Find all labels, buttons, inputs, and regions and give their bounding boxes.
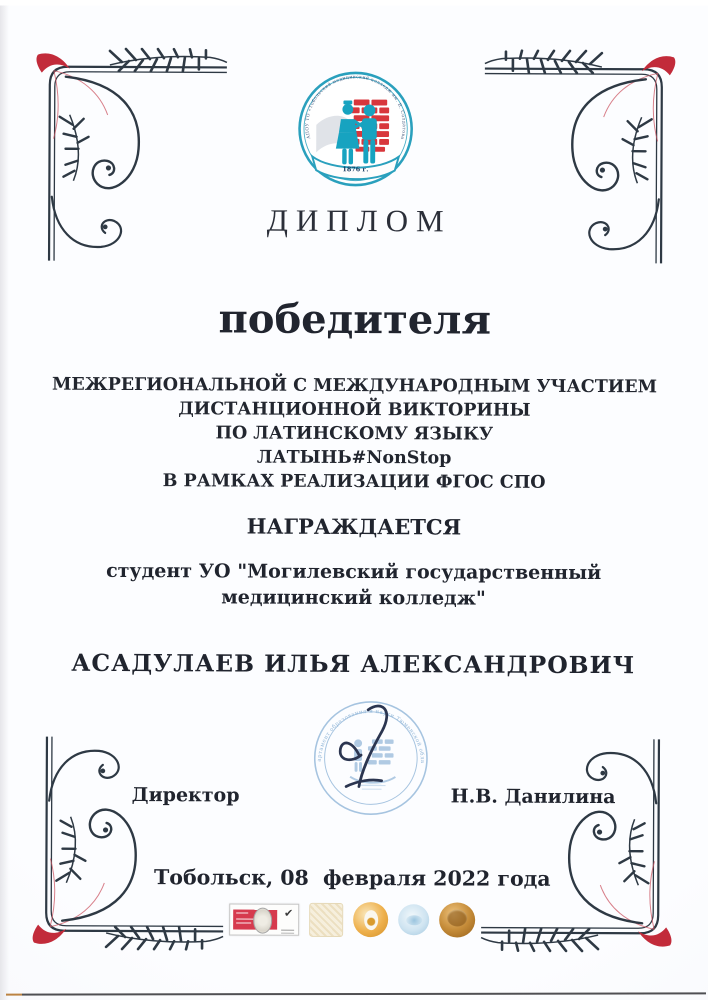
certificate-mark-icon: ✔ xyxy=(283,906,294,920)
holographic-seal-badge-icon xyxy=(398,904,429,935)
stamp-arc-text: • Департамент образования и науки Тюменской области • xyxy=(304,689,426,764)
certificate-microtext xyxy=(281,929,294,930)
award-title: победителя xyxy=(218,295,492,344)
tan-stamp-badge-icon xyxy=(309,902,343,936)
signature-role-label: Директор xyxy=(131,784,240,807)
event-line: ДИСТАНЦИОННОЙ ВИКТОРИНЫ xyxy=(178,399,531,421)
place-and-date: Тобольск, 08 февраля 2022 года xyxy=(154,865,551,891)
recipient-name: АСАДУЛАЕВ ИЛЬЯ АЛЕКСАНДРОВИЧ xyxy=(71,648,636,680)
signer-name-label: Н.В. Данилина xyxy=(450,785,616,809)
round-stamp xyxy=(304,689,436,823)
event-line: МЕЖРЕГИОНАЛЬНОЙ С МЕЖДУНАРОДНЫМ УЧАСТИЕМ xyxy=(51,374,658,398)
event-line: В РАМКАХ РЕАЛИЗАЦИИ ФГОС СПО xyxy=(162,471,546,493)
certificate-oval-emblem xyxy=(253,907,272,933)
logo-year-label: 1876 г. xyxy=(342,165,369,174)
iso-certificate-badge-icon xyxy=(229,903,299,935)
logo-arc-text: ГАПОУ ТО «Тобольский медицинский колледж им. В. Солдатова» xyxy=(295,66,406,140)
bronze-medal-emblem xyxy=(447,909,467,926)
bronze-medal-badge-icon xyxy=(439,902,475,937)
recipient-description: студент УО "Могилевский государственный медицинский колледж" xyxy=(106,559,602,610)
gold-medal-badge-icon xyxy=(353,902,388,937)
event-line: ЛАТЫНЬ#NonStop xyxy=(256,447,452,469)
holographic-mark xyxy=(406,915,422,925)
awarded-label: НАГРАЖДАЕТСЯ xyxy=(246,513,462,540)
gold-medal-shield xyxy=(364,910,378,930)
event-line: ПО ЛАТИНСКОМУ ЯЗЫКУ xyxy=(215,423,494,445)
event-description xyxy=(0,372,708,495)
footer-badges-row xyxy=(0,900,706,938)
college-logo xyxy=(295,66,415,189)
diploma-type-label: ДИПЛОМ xyxy=(266,202,452,239)
